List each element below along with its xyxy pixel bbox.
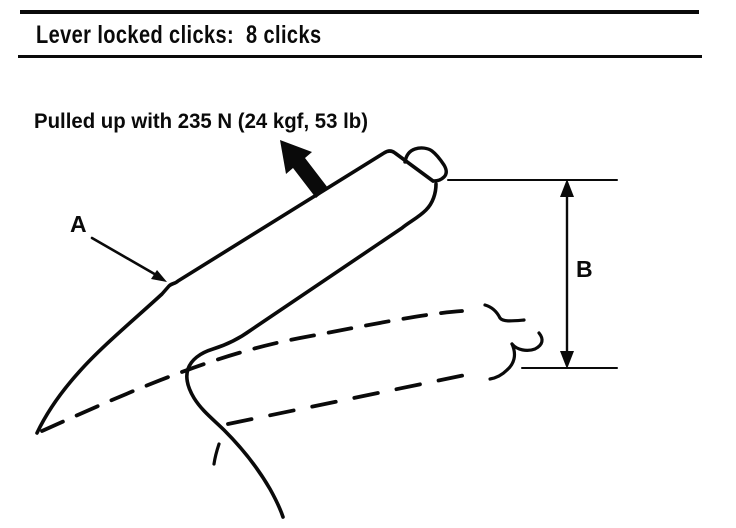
dimension-b-arrowhead-up-icon bbox=[560, 179, 574, 197]
spec-title: Lever locked clicks: 8 clicks bbox=[36, 21, 322, 49]
lever-right-edge-and-boot bbox=[187, 184, 436, 517]
label-a: A bbox=[70, 211, 87, 237]
console-tick bbox=[214, 444, 219, 464]
lowered-lever-bottom-dashed bbox=[228, 374, 470, 424]
label-a-leader bbox=[92, 238, 158, 276]
force-label: Pulled up with 235 N (24 kgf, 53 lb) bbox=[34, 110, 368, 133]
lever-outline-left-top bbox=[37, 151, 433, 433]
lowered-tip-stroke-bottom bbox=[490, 344, 514, 379]
pull-direction-arrow-icon bbox=[280, 140, 328, 198]
lowered-tip-stroke-button bbox=[512, 333, 542, 350]
lowered-tip-stroke-top bbox=[485, 305, 524, 321]
label-a-arrowhead-icon bbox=[151, 270, 167, 282]
label-b: B bbox=[576, 256, 593, 282]
dimension-b-arrowhead-down-icon bbox=[560, 351, 574, 369]
